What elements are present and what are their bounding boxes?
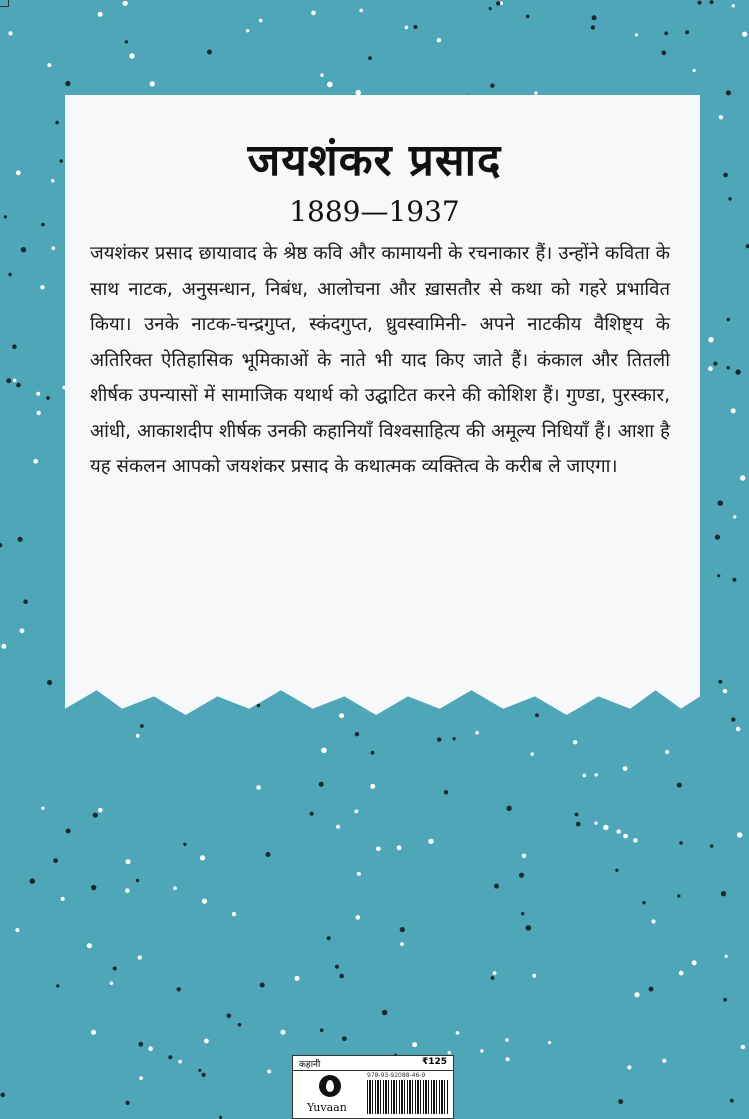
polka-dot [91, 885, 96, 890]
polka-dot [397, 845, 402, 850]
polka-dot [140, 724, 144, 728]
polka-dot [534, 91, 537, 94]
polka-dot [693, 69, 696, 72]
polka-dot [708, 366, 713, 371]
polka-dot [65, 81, 70, 86]
polka-dot [506, 1057, 510, 1061]
polka-dot [183, 843, 186, 846]
polka-dot [281, 1030, 286, 1035]
polka-dot [371, 751, 375, 755]
polka-dot [310, 812, 314, 816]
polka-dot [718, 680, 722, 684]
polka-dot [726, 90, 731, 95]
polka-dot [110, 982, 113, 985]
polka-dot [238, 1023, 242, 1027]
leaf-icon [319, 1075, 341, 1097]
polka-dot [327, 82, 333, 88]
isbn-number: 978-93-92088-46-9 [367, 1072, 426, 1079]
polka-dot [727, 366, 730, 369]
polka-dot [98, 12, 103, 17]
polka-dot [733, 515, 736, 518]
polka-dot [56, 984, 59, 987]
polka-dot [311, 11, 316, 16]
polka-dot [575, 813, 579, 817]
polka-dot [335, 965, 339, 969]
author-biography: जयशंकर प्रसाद छायावाद के श्रेष्ठ कवि और कामायनी के रचनाकार हैं। उन्होंने कविता के साथ नाटक, अनुसन्धान, निबंध, आलोचना और ख़ासतौर से कथा को गहरे प्रभावित किया। उनके नाटक-चन्द्रगुप्त, स्कंदगुप्त, ध्रुवस्वामिनी- अपने नाटकीय वैशिष्ट्य के अतिरिक्त ऐतिहासिक भूमिकाओं के नाते भी याद किए जाते हैं। कंकाल और तितली शीर्षक उपन्यासों में सामाजिक यथार्थ को उद्घाटित करने की कोशिश हैं। गुण्डा, पुरस्कार, आंधी, आकाशदीप शीर्षक उनकी कहानियाँ विश्वसाहित्य की अमूल्य निधियाँ हैं। आशा है यह संकलन आपको जयशंकर प्रसाद के कथात्मक व्यक्तित्व के करीब ले जाएगा। [90, 243, 670, 477]
polka-dot [125, 40, 128, 43]
polka-dot [12, 344, 17, 349]
polka-dot [710, 844, 713, 847]
polka-dot [715, 535, 720, 540]
polka-dot [266, 852, 271, 857]
polka-dot [227, 1013, 232, 1018]
polka-dot [576, 822, 581, 827]
polka-dot [698, 1, 702, 5]
polka-dot [496, 1, 500, 5]
polka-dot [595, 773, 598, 776]
polka-dot [413, 25, 417, 29]
polka-dot [93, 813, 98, 818]
polka-dot [336, 825, 340, 829]
polka-dot [437, 38, 441, 42]
polka-dot [0, 543, 2, 547]
polka-dot [256, 785, 261, 790]
polka-dot [327, 936, 331, 940]
polka-dot [1, 644, 6, 649]
polka-dot [519, 873, 524, 878]
polka-dot [732, 4, 735, 7]
polka-dot [444, 790, 449, 795]
polka-dot [8, 31, 12, 35]
polka-dot [635, 33, 638, 36]
barcode-box [292, 1055, 454, 1119]
polka-dot [730, 1099, 734, 1103]
polka-dot [595, 822, 598, 825]
polka-dot [692, 960, 697, 965]
polka-dot [583, 774, 587, 778]
polka-dot [207, 50, 212, 55]
polka-dot [723, 689, 727, 693]
polka-dot [13, 379, 17, 383]
polka-dot [475, 731, 479, 735]
polka-dot [173, 886, 177, 890]
polka-dot [400, 942, 404, 946]
polka-dot [36, 392, 40, 396]
polka-dot [736, 727, 741, 732]
polka-dot [651, 919, 655, 923]
polka-dot [368, 56, 372, 60]
polka-dot [260, 983, 265, 988]
polka-dot [532, 974, 536, 978]
polka-dot [15, 928, 19, 932]
polka-dot [125, 888, 130, 893]
polka-dot [627, 1065, 631, 1069]
polka-dot [428, 839, 433, 844]
polka-dot [727, 318, 730, 321]
author-title: जयशंकर प्रसाद [247, 135, 502, 186]
polka-dot [18, 537, 23, 542]
polka-dot [526, 925, 532, 931]
polka-dot [178, 1060, 182, 1064]
polka-dot [405, 26, 409, 30]
polka-dot [491, 976, 495, 980]
polka-dot [723, 998, 727, 1002]
polka-dot [573, 740, 577, 744]
publisher-name: Yuvaan [307, 1101, 347, 1114]
polka-dot [437, 737, 441, 741]
polka-dot [138, 955, 142, 959]
polka-dot [321, 748, 327, 754]
polka-dot [356, 90, 361, 95]
polka-dot [664, 31, 668, 35]
polka-dot [359, 9, 363, 13]
polka-dot [23, 599, 28, 604]
polka-dot [198, 1069, 201, 1072]
polka-dot [493, 971, 497, 975]
polka-dot [41, 807, 44, 810]
polka-dot [740, 475, 745, 480]
polka-dot [342, 1036, 347, 1041]
polka-dot [719, 115, 723, 119]
polka-dot [21, 247, 26, 252]
polka-dot [521, 912, 524, 915]
polka-dot [633, 838, 638, 843]
polka-dot [354, 810, 358, 814]
polka-dot [685, 30, 689, 34]
polka-dot [61, 897, 65, 901]
polka-dot [47, 63, 51, 67]
polka-dot [16, 383, 21, 388]
polka-dot [642, 901, 645, 904]
polka-dot [489, 7, 492, 10]
polka-dot [617, 829, 621, 833]
polka-dot [679, 971, 684, 976]
polka-dot [603, 825, 608, 830]
polka-dot [677, 894, 680, 897]
polka-dot [623, 766, 628, 771]
polka-dot [357, 872, 361, 876]
polka-dot [6, 378, 11, 383]
polka-dot [400, 927, 405, 932]
polka-dot [592, 15, 597, 20]
polka-dot [126, 1101, 130, 1105]
polka-dot [448, 1051, 451, 1054]
polka-dot [710, 0, 714, 4]
polka-dot [717, 574, 720, 577]
polka-dot [708, 337, 713, 342]
polka-dot [113, 966, 117, 970]
polka-dot [490, 84, 494, 88]
polka-dot [1, 1093, 6, 1098]
polka-dot [735, 369, 740, 374]
polka-dot [232, 912, 236, 916]
polka-dot [370, 784, 375, 789]
polka-dot [150, 81, 155, 86]
polka-dot [623, 834, 628, 839]
polka-dot [123, 1, 128, 6]
polka-dot [91, 1030, 96, 1035]
polka-dot [204, 1039, 209, 1044]
polka-dot [136, 879, 139, 882]
polka-dot [731, 408, 736, 413]
polka-dot [148, 1046, 153, 1051]
polka-dot [37, 411, 41, 415]
genre-label: कहानी [299, 1060, 321, 1070]
polka-dot [356, 915, 361, 920]
polka-dot [480, 1049, 483, 1052]
polka-dot [531, 752, 534, 755]
polka-dot [319, 782, 324, 787]
polka-dot [506, 806, 511, 811]
polka-dot [202, 1073, 206, 1077]
polka-dot [731, 717, 735, 721]
polka-dot [47, 680, 52, 685]
polka-dot [355, 732, 359, 736]
polka-dot [713, 362, 717, 366]
polka-dot [46, 396, 50, 400]
polka-dot [129, 53, 134, 58]
polka-dot [136, 734, 140, 738]
polka-dot [522, 854, 526, 858]
polka-dot [662, 1059, 666, 1063]
polka-dot [339, 974, 344, 979]
polka-dot [259, 19, 263, 23]
polka-dot [52, 246, 56, 250]
polka-dot [66, 829, 71, 834]
polka-dot [139, 1076, 143, 1080]
polka-dot [200, 855, 205, 860]
polka-dot [505, 1038, 509, 1042]
polka-dot [548, 1041, 551, 1044]
polka-dot [98, 808, 103, 813]
polka-dot [168, 1055, 172, 1059]
polka-dot [732, 578, 736, 582]
polka-dot [40, 285, 44, 289]
polka-dot [177, 987, 181, 991]
polka-dot [257, 704, 260, 707]
polka-dot [721, 891, 726, 896]
polka-dot [246, 29, 249, 32]
price-label: ₹125 [421, 1057, 447, 1067]
polka-dot [456, 1031, 460, 1035]
polka-dot [320, 1028, 324, 1032]
polka-dot [741, 1045, 745, 1049]
polka-dot [126, 859, 131, 864]
polka-dot [339, 713, 344, 718]
polka-dot [8, 273, 11, 276]
polka-dot [661, 50, 666, 55]
polka-dot [382, 1010, 388, 1016]
polka-dot [138, 1042, 143, 1047]
polka-dot [53, 858, 58, 863]
polka-dot [320, 74, 323, 77]
polka-dot [618, 1099, 623, 1104]
polka-dot [33, 459, 38, 464]
polka-dot [452, 737, 455, 740]
polka-dot [30, 878, 36, 884]
polka-dot [591, 25, 595, 29]
polka-dot [295, 976, 300, 981]
polka-dot [725, 955, 728, 958]
polka-dot [535, 713, 539, 717]
polka-dot [494, 884, 499, 889]
barcode-header [293, 1056, 453, 1071]
polka-dot [20, 628, 25, 633]
polka-dot [634, 992, 639, 997]
polka-dot [55, 121, 59, 125]
polka-dot [412, 1042, 417, 1047]
polka-dot [737, 832, 742, 837]
polka-dot [376, 847, 381, 852]
polka-dot [267, 1070, 271, 1074]
polka-dot [615, 869, 618, 872]
polka-dot [718, 500, 724, 506]
crop-mark [0, 0, 9, 7]
polka-dot [677, 783, 682, 788]
author-years: 1889—1937 [289, 195, 460, 228]
polka-dot [679, 841, 683, 845]
polka-dot [202, 899, 207, 904]
polka-dot [649, 987, 654, 992]
polka-dot [526, 15, 530, 19]
polka-dot [665, 750, 669, 754]
barcode-bars [367, 1080, 449, 1114]
polka-dot [87, 943, 92, 948]
polka-dot [742, 31, 747, 36]
